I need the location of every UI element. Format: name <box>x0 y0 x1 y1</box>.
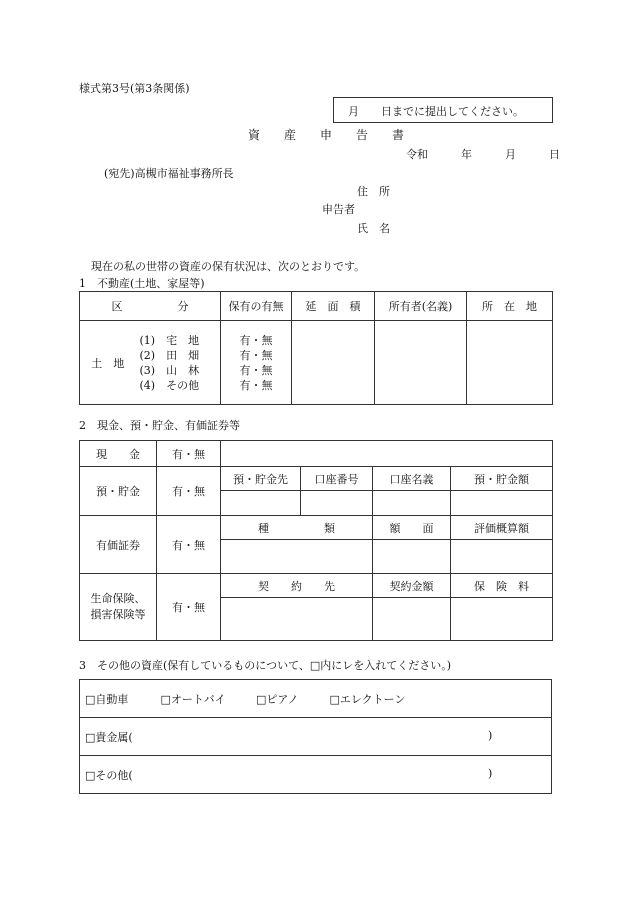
header-category: 区 分 <box>80 292 221 321</box>
securities-label: 有価証券 <box>80 516 157 574</box>
name-label: 氏 名 <box>357 222 390 235</box>
contract-amount-cell[interactable] <box>373 598 451 641</box>
header-premium: 保 険 料 <box>451 574 553 598</box>
cash-yes-no: 有・無 <box>157 441 221 467</box>
addressee: (宛先)高槻市福祉事務所長 <box>104 167 234 180</box>
land-subitems <box>136 321 221 405</box>
savings-label: 預・貯金 <box>80 467 157 516</box>
subitem-forest: (3) 山 林 <box>139 363 200 377</box>
premium-cell[interactable] <box>451 598 553 641</box>
yes-no-other: 有・無 <box>239 378 273 392</box>
checkbox-piano[interactable]: □ピアノ <box>256 692 299 706</box>
checkbox-car[interactable]: □自動車 <box>85 692 129 706</box>
section3-heading: 3 その他の資産(保有しているものについて、□内にレを入れてください。) <box>79 659 452 672</box>
contractor-cell[interactable] <box>221 598 373 641</box>
securities-yes-no: 有・無 <box>157 516 221 574</box>
yes-no-forest: 有・無 <box>239 363 273 377</box>
header-contract-amount: 契約金額 <box>373 574 451 598</box>
checkbox-motorcycle[interactable]: □オートバイ <box>160 692 226 706</box>
type-cell[interactable] <box>221 540 373 574</box>
account-holder-cell[interactable] <box>373 491 451 516</box>
deadline-text: 月 日までに提出してください。 <box>348 105 524 118</box>
other-assets-row-2 <box>80 718 552 756</box>
close-paren-2: ) <box>488 729 493 742</box>
assets-table <box>79 440 553 641</box>
header-ownership: 保有の有無 <box>221 292 292 321</box>
section1-heading: 1 不動産(土地、家屋等) <box>79 277 205 290</box>
section2-heading: 2 現金、預・貯金、有価証券等 <box>79 419 240 432</box>
insurance-label <box>80 574 157 641</box>
subitem-residential: (1) 宅 地 <box>139 333 200 347</box>
other-assets-row-3 <box>80 756 552 794</box>
floor-area-cell[interactable] <box>292 321 375 405</box>
real-estate-table <box>79 291 553 405</box>
face-value-cell[interactable] <box>373 540 451 574</box>
yes-no-residential: 有・無 <box>239 333 273 347</box>
account-number-cell[interactable] <box>301 491 373 516</box>
savings-amount-cell[interactable] <box>451 491 553 516</box>
header-estimated-value: 評価概算額 <box>451 516 553 540</box>
intro-text: 現在の私の世帯の資産の保有状況は、次のとおりです。 <box>91 260 366 273</box>
header-floor-area: 延 面 積 <box>292 292 375 321</box>
form-number: 様式第3号(第3条関係) <box>79 82 190 95</box>
owner-cell[interactable] <box>375 321 467 405</box>
savings-yes-no: 有・無 <box>157 467 221 516</box>
deadline-box <box>333 97 553 123</box>
checkbox-precious-metals[interactable]: □貴金属( <box>85 730 133 744</box>
bank-cell[interactable] <box>221 491 301 516</box>
header-contractor: 契 約 先 <box>221 574 373 598</box>
close-paren-3: ) <box>488 767 493 780</box>
address-label: 住 所 <box>357 185 390 198</box>
location-cell[interactable] <box>467 321 553 405</box>
insurance-yes-no: 有・無 <box>157 574 221 641</box>
header-owner: 所有者(名義) <box>375 292 467 321</box>
land-label: 土 地 <box>80 321 136 405</box>
checkbox-other[interactable]: □その他( <box>85 768 133 782</box>
subitem-farmland: (2) 田 畑 <box>139 348 200 362</box>
estimated-value-cell[interactable] <box>451 540 553 574</box>
header-account-holder: 口座名義 <box>373 467 451 491</box>
document-title: 資 産 申 告 書 <box>248 128 405 142</box>
other-assets-row-1 <box>80 680 552 718</box>
cash-detail-cell[interactable] <box>221 441 553 467</box>
header-account-number: 口座番号 <box>301 467 373 491</box>
insurance-label-line2: 損害保険等 <box>90 608 146 621</box>
land-yes-no <box>221 321 292 405</box>
insurance-label-line1: 生命保険、 <box>90 592 146 605</box>
header-location: 所 在 地 <box>467 292 553 321</box>
checkbox-electone[interactable]: □エレクトーン <box>329 692 406 706</box>
header-face-value: 額 面 <box>373 516 451 540</box>
subitem-other: (4) その他 <box>139 378 200 392</box>
yes-no-farmland: 有・無 <box>239 348 273 362</box>
declarant-label: 申告者 <box>322 203 355 216</box>
cash-label: 現 金 <box>80 441 157 467</box>
date-line: 令和 年 月 日 <box>406 148 560 161</box>
header-type: 種 類 <box>221 516 373 540</box>
other-assets-table <box>79 679 552 794</box>
header-savings-amount: 預・貯金額 <box>451 467 553 491</box>
header-bank: 預・貯金先 <box>221 467 301 491</box>
